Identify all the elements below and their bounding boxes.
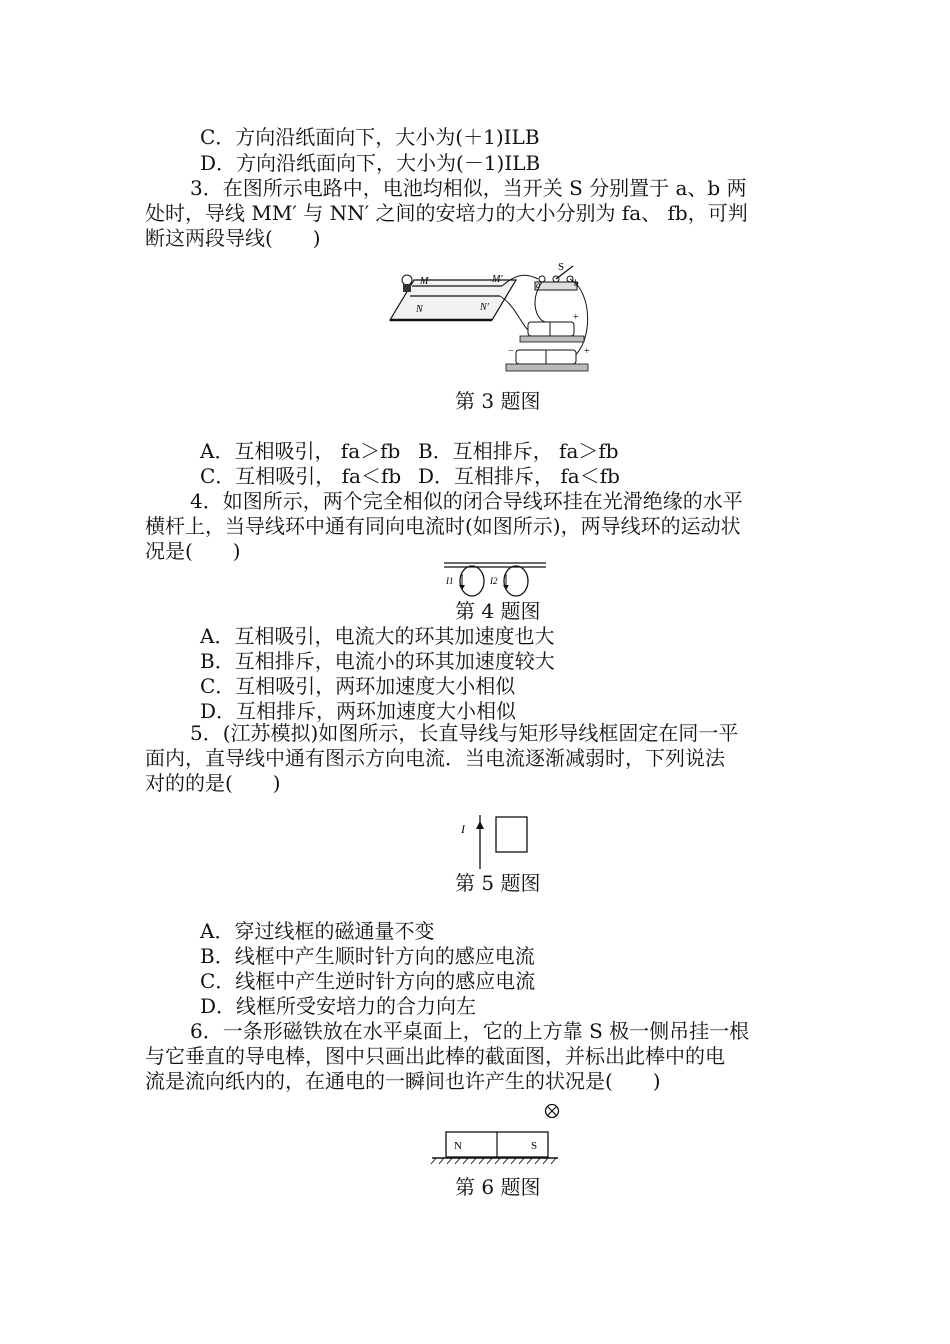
q3-stem-line3: 断这两段导线( ) xyxy=(145,226,321,250)
q5-wire-frame-figure xyxy=(455,815,545,871)
q5-stem-line3: 对的的是( ) xyxy=(145,771,281,795)
q4-stem-line3: 况是( ) xyxy=(145,539,241,563)
q3-circuit-figure xyxy=(388,262,603,377)
q3-stem-line1: 3．在图所示电路中，电池均相似，当开关 S 分别置于 a、b 两 xyxy=(190,176,747,200)
q4-rings-figure xyxy=(440,560,550,600)
q6-stem-line3: 流是流向纸内的，在通电的一瞬间也许产生的状况是( ) xyxy=(145,1069,661,1093)
q5-stem-line2: 面内，直导线中通有图示方向电流．当电流逐渐减弱时，下列说法 xyxy=(145,746,725,770)
q6-label-s: S xyxy=(531,1140,538,1152)
q6-stem-line1: 6．一条形磁铁放在水平桌面上，它的上方靠 S 极一侧吊挂一根 xyxy=(190,1019,750,1043)
q2-option-d: D．方向沿纸面向下，大小为(－1)ILB xyxy=(200,151,541,175)
q3-label-m-prime: M′ xyxy=(492,274,503,285)
q5-stem-line1: 5．(江苏模拟)如图所示，长直导线与矩形导线框固定在同一平 xyxy=(190,721,739,745)
q6-label-n: N xyxy=(454,1140,462,1152)
q4-figure-caption: 第 4 题图 xyxy=(455,599,541,623)
q4-option-c: C．互相吸引，两环加速度大小相似 xyxy=(200,674,516,698)
q5-option-c: C．线框中产生逆时针方向的感应电流 xyxy=(200,969,536,993)
q4-stem-line2: 横杆上，当导线环中通有同向电流时(如图所示)，两导线环的运动状 xyxy=(145,514,741,538)
q6-magnet-figure xyxy=(430,1100,560,1168)
q5-option-a: A．穿过线框的磁通量不变 xyxy=(200,919,435,943)
q4-option-d: D．互相排斥，两环加速度大小相似 xyxy=(200,699,517,723)
q3-option-d: D．互相排斥， fa＜fb xyxy=(418,464,620,488)
q3-option-b: B．互相排斥， fa＞fb xyxy=(418,439,619,463)
q4-option-a: A．互相吸引，电流大的环其加速度也大 xyxy=(200,624,555,648)
q3-label-minus: − xyxy=(508,346,514,357)
q2-option-c: C．方向沿纸面向下，大小为(＋1)ILB xyxy=(200,125,540,149)
q6-stem-line2: 与它垂直的导电棒，图中只画出此棒的截面图，并标出此棒中的电 xyxy=(145,1044,725,1068)
q3-stem-line2: 处时，导线 MM′ 与 NN′ 之间的安培力的大小分别为 fa、 fb，可判 xyxy=(145,201,748,225)
q3-label-n: N xyxy=(416,304,423,315)
q5-label-i: I xyxy=(461,822,465,836)
q3-label-m: M xyxy=(420,276,429,287)
q4-label-i1: I1 xyxy=(446,576,454,586)
q3-label-plus-2: + xyxy=(584,346,590,357)
q3-label-b: b xyxy=(574,278,579,288)
q6-figure-caption: 第 6 题图 xyxy=(455,1175,541,1199)
q3-label-s: S xyxy=(558,261,565,273)
q4-option-b: B．互相排斥，电流小的环其加速度较大 xyxy=(200,649,555,673)
q3-label-a: a xyxy=(536,280,541,290)
into-page-current-icon xyxy=(546,1105,559,1118)
q3-label-n-prime: N′ xyxy=(480,302,489,313)
q4-label-i2: I2 xyxy=(490,576,498,586)
q3-option-c: C．互相吸引， fa＜fb xyxy=(200,464,402,488)
q4-stem-line1: 4．如图所示，两个完全相似的闭合导线环挂在光滑绝缘的水平 xyxy=(190,489,743,513)
q3-option-a: A．互相吸引， fa＞fb xyxy=(200,439,401,463)
q5-option-b: B．线框中产生顺时针方向的感应电流 xyxy=(200,944,535,968)
q5-option-d: D．线框所受安培力的合力向左 xyxy=(200,994,477,1018)
q3-label-plus-1: + xyxy=(573,312,579,323)
q5-figure-caption: 第 5 题图 xyxy=(455,871,541,895)
q3-figure-caption: 第 3 题图 xyxy=(455,389,541,413)
